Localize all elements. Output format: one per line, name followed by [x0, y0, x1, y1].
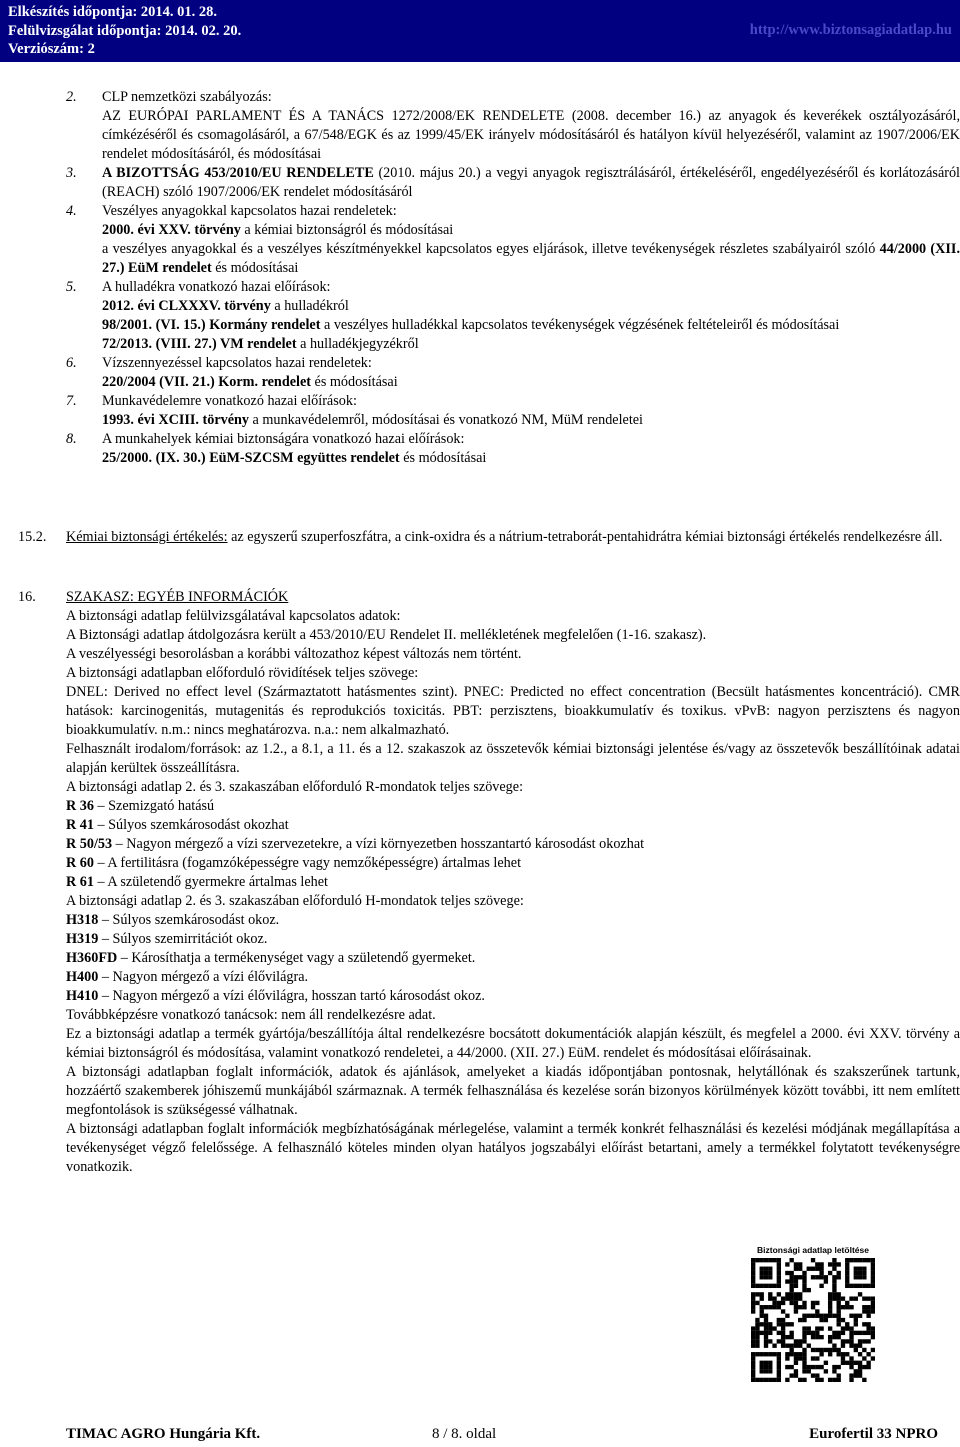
- list-item-8: [66, 430, 960, 449]
- item-text-bold: A BIZOTTSÁG 453/2010/EU RENDELETE: [102, 165, 374, 181]
- list-item-2: [66, 88, 960, 164]
- paragraph: Ez a biztonsági adatlap a termék gyártója/beszállítója által rendelkezésre bocsátott dokumentációk alapján készült, és megfelel a 2000. évi XXV. törvény a kémiai biztonságról és módosítása, valamint vonatkozó rendeletei, a 44/2000. (XII. 27.) EüM. rendelet és módosításai előírásainak.: [66, 1026, 960, 1061]
- abbreviations-paragraph: DNEL: Derived no effect level (Származtatott hatásmentes szint). PNEC: Predicted no effect concentration (Becsült hatásmentes koncentráció). CMR hatások: karcinogenitás, mutagenitás és reprodukciós toxicitás. PBT: perzisztens, bioakkumulatív és toxikus. vPvB: nagyon perzisztens és nagyon bioakkumulatív. n.m.: nincs meghatározva. n.a.: nem alkalmazható.: [66, 684, 960, 738]
- law-line: 2000. évi XXV. törvény a kémiai biztonságról és módosításai: [102, 222, 454, 238]
- list-item-7: [66, 392, 960, 411]
- section-body: [66, 528, 960, 547]
- footer-company: TIMAC AGRO Hungária Kft.: [66, 1426, 261, 1442]
- law-line: 25/2000. (IX. 30.) EüM-SZCSM együttes rendelet és módosításai: [102, 450, 487, 466]
- paragraph: A biztonsági adatlapban foglalt információk megbízhatóságának mérlegelése, valamint a termék konkrét felhasználási és kezelési módjának megállapítása a tevékenységet végző felelőssége. A felhasználó köteles minden olyan hatályos jogszabályi előírást betartani, amely a termékkel folytatott tevékenységre vonatkozik.: [66, 1121, 960, 1175]
- item-title: A munkahelyek kémiai biztonságára vonatkozó hazai előírások:: [102, 431, 465, 447]
- item-number: 2.: [66, 89, 77, 105]
- r-phrase: R 60 – A fertilitásra (fogamzóképességre vagy nemzőképességre) ártalmas lehet: [66, 855, 522, 871]
- item-number: 5.: [66, 279, 77, 295]
- r-phrase: R 61 – A születendő gyermekre ártalmas lehet: [66, 874, 328, 890]
- review-date: Felülvizsgálat időpontja: 2014. 02. 20.: [8, 22, 242, 39]
- section-body: [66, 588, 960, 1177]
- list-item-3: [66, 164, 960, 202]
- r-phrase: R 50/53 – Nagyon mérgező a vízi szervezetekre, a vízi környezetben hosszantartó károsodást okozhat: [66, 836, 645, 852]
- item-text: (2010. május 20.) a vegyi anyagok regisztrálásáról, értékeléséről, engedélyezéséről és korlátozásáról (REACH) szóló 1907/2006/EK rendelet módosításáról: [102, 165, 960, 200]
- h-phrase: H410 – Nagyon mérgező a vízi élővilágra, hosszan tartó károsodást okoz.: [66, 988, 485, 1004]
- paragraph: A biztonsági adatlap felülvizsgálatával kapcsolatos adatok:: [66, 608, 401, 624]
- h-phrase: H319 – Súlyos szemirritációt okoz.: [66, 931, 268, 947]
- item-title: Munkavédelemre vonatkozó hazai előírások:: [102, 393, 357, 409]
- law-line: 220/2004 (VII. 21.) Korm. rendelet és módosításai: [102, 374, 398, 390]
- list-item-4: [66, 202, 960, 221]
- qr-code-icon[interactable]: [751, 1258, 875, 1382]
- section-number: 15.2.: [18, 529, 47, 545]
- r-phrase: R 36 – Szemizgató hatású: [66, 798, 215, 814]
- section-text: az egyszerű szuperfoszfátra, a cink-oxidra és a nátrium-tetraborát-pentahidrátra kémiai biztonsági értékelés rendelkezésre áll.: [227, 529, 943, 545]
- section-16: [18, 588, 960, 1177]
- law-line: 98/2001. (VI. 15.) Kormány rendelet a veszélyes hulladékkal kapcsolatos tevékenységek végzésének feltételeiről és módosításai: [102, 317, 840, 333]
- paragraph: Felhasznált irodalom/források: az 1.2., a 8.1, a 11. és a 12. szakaszok az összetevők kémiai biztonsági jelentése és/vagy az összetevők beszállítóinak adatai alapján kerültek összeállításra.: [66, 741, 960, 776]
- list-item-5: [66, 278, 960, 297]
- section-label: Kémiai biztonsági értékelés:: [66, 529, 228, 545]
- paragraph: A Biztonsági adatlap átdolgozásra került a 453/2010/EU Rendelet II. mellékletének megfelelően (1-16. szakasz).: [66, 627, 707, 643]
- item-title: Vízszennyezéssel kapcsolatos hazai rendeletek:: [102, 355, 372, 371]
- paragraph: A biztonsági adatlapban foglalt információk, adatok és ajánlások, amelyeket a kiadás időpontjában pontosnak, helytállónak és szakszerűnek tartunk, hozzáértő szakemberek jóhiszemű munkájából származnak. A termék felhasználása és kezelése során bizonyos körülmények között további, itt nem említett megfontolások is szükségessé válhatnak.: [66, 1064, 960, 1118]
- section-number: 16.: [18, 589, 36, 605]
- paragraph: A biztonsági adatlap 2. és 3. szakaszában előforduló H-mondatok teljes szövege:: [66, 893, 524, 909]
- law-line: a veszélyes anyagokkal és a veszélyes készítményekkel kapcsolatos egyes eljárások, illetve tevékenységek részletes szabályairól szóló 44/2000 (XII. 27.) EüM rendelet és módosításai: [102, 241, 960, 276]
- section-15-2: [18, 528, 960, 547]
- item-number: 6.: [66, 355, 77, 371]
- qr-label: Biztonsági adatlap letöltése: [757, 1245, 869, 1255]
- law-line: 2012. évi CLXXXV. törvény a hulladékról: [102, 298, 349, 314]
- item-title: A hulladékra vonatkozó hazai előírások:: [102, 279, 331, 295]
- paragraph: A veszélyességi besorolásban a korábbi változathoz képest változás nem történt.: [66, 646, 522, 662]
- item-text: AZ EURÓPAI PARLAMENT ÉS A TANÁCS 1272/2008/EK RENDELETE (2008. december 16.) az anyagok és keverékek osztályozásáról, címkézéséről és csomagolásáról, a 67/548/EGK és az 1999/45/EK irányelv módosításáról és hatályon kívül helyezéséről, valamint az 1907/2006/EK rendelet módosításáról, és módosításai: [102, 108, 960, 162]
- regulation-list: [66, 88, 960, 468]
- h-phrase: H400 – Nagyon mérgező a vízi élővilágra.: [66, 969, 309, 985]
- law-line: 1993. évi XCIII. törvény a munkavédelemről, módosításai és vonatkozó NM, MüM rendeletei: [102, 412, 644, 428]
- item-number: 7.: [66, 393, 77, 409]
- item-title: Veszélyes anyagokkal kapcsolatos hazai rendeletek:: [102, 203, 397, 219]
- qr-download-block[interactable]: [745, 1244, 881, 1382]
- r-phrase: R 41 – Súlyos szemkárosodást okozhat: [66, 817, 289, 833]
- item-title: CLP nemzetközi szabályozás:: [102, 89, 272, 105]
- paragraph: A biztonsági adatlapban előforduló rövidítések teljes szövege:: [66, 665, 419, 681]
- item-number: 4.: [66, 203, 77, 219]
- page-footer: [0, 1425, 960, 1447]
- prep-date: Elkészítés időpontja: 2014. 01. 28.: [8, 4, 218, 20]
- website-link[interactable]: http://www.biztonsagiadatlap.hu: [749, 22, 952, 38]
- list-item-6: [66, 354, 960, 373]
- law-line: 72/2013. (VIII. 27.) VM rendelet a hulladékjegyzékről: [102, 336, 419, 352]
- footer-page-number: 8 / 8. oldal: [432, 1426, 497, 1442]
- item-number: 3.: [66, 165, 77, 181]
- document-header: [0, 0, 960, 62]
- paragraph: A biztonsági adatlap 2. és 3. szakaszában előforduló R-mondatok teljes szövege:: [66, 779, 524, 795]
- version-number: Verziószám: 2: [8, 41, 95, 57]
- paragraph: Továbbképzésre vonatkozó tanácsok: nem áll rendelkezésre adat.: [66, 1007, 436, 1023]
- section-title: SZAKASZ: EGYÉB INFORMÁCIÓK: [66, 589, 289, 605]
- h-phrase: H318 – Súlyos szemkárosodást okoz.: [66, 912, 280, 928]
- header-left: [8, 3, 241, 59]
- item-number: 8.: [66, 431, 77, 447]
- h-phrase: H360FD – Károsíthatja a termékenységet vagy a születendő gyermeket.: [66, 950, 476, 966]
- footer-product: Eurofertil 33 NPRO: [809, 1426, 938, 1442]
